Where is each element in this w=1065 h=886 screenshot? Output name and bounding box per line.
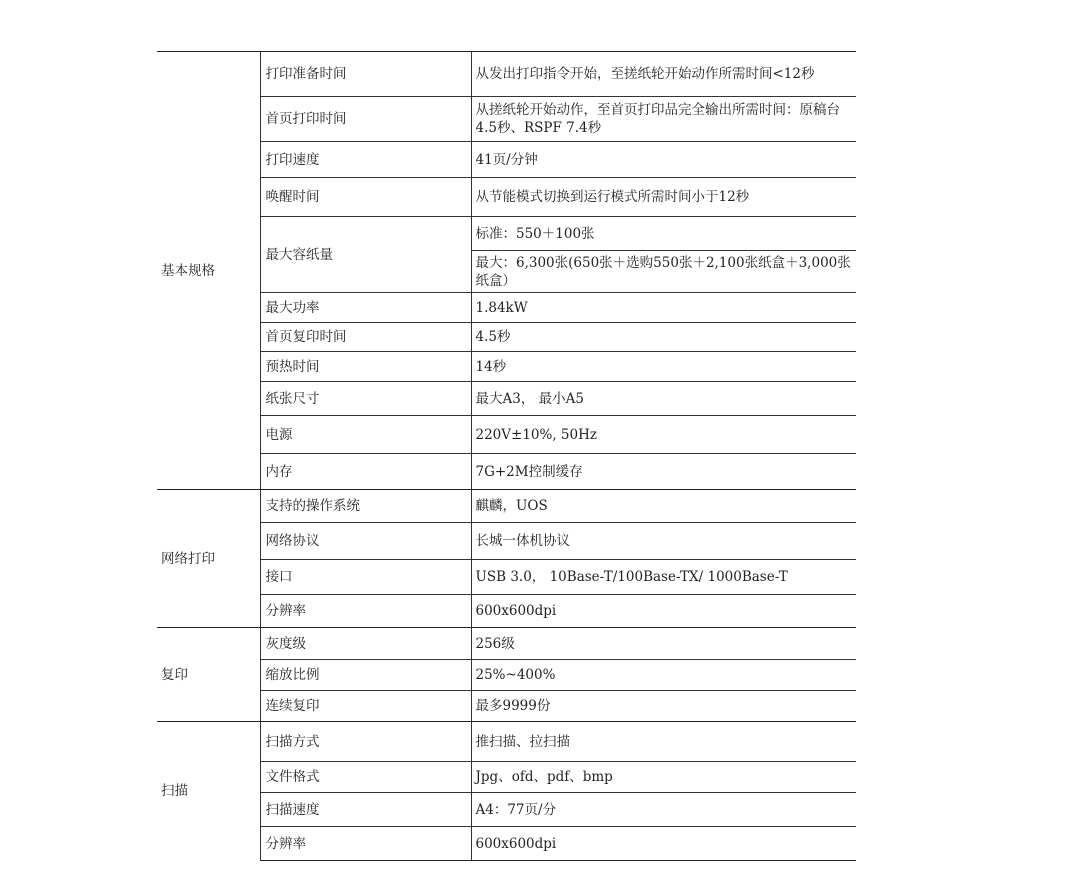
value-cell: 600x600dpi bbox=[471, 595, 856, 628]
item-cell: 分辨率 bbox=[260, 595, 471, 628]
item-cell: 内存 bbox=[260, 454, 471, 490]
category-label: 扫描 bbox=[161, 783, 188, 800]
value-cell: 14秒 bbox=[471, 352, 856, 382]
table-row bbox=[157, 628, 856, 660]
category-label: 复印 bbox=[161, 666, 188, 683]
item-cell: 网络协议 bbox=[260, 523, 471, 560]
item-cell: 连续复印 bbox=[260, 691, 471, 722]
table-row bbox=[157, 490, 856, 523]
value-cell: A4：77页/分 bbox=[471, 793, 856, 827]
table-row bbox=[157, 323, 856, 352]
category-cell bbox=[157, 722, 260, 861]
category-label: 网络打印 bbox=[161, 550, 215, 567]
table-row bbox=[157, 352, 856, 382]
table-row bbox=[157, 97, 856, 142]
item-cell: 首页复印时间 bbox=[260, 323, 471, 352]
table-row bbox=[157, 595, 856, 628]
value-cell: 标准：550＋100张 bbox=[471, 217, 856, 251]
item-cell: 电源 bbox=[260, 416, 471, 454]
item-cell: 最大功率 bbox=[260, 293, 471, 323]
item-cell: 唤醒时间 bbox=[260, 178, 471, 217]
item-cell: 扫描方式 bbox=[260, 722, 471, 762]
value-cell: 从节能模式切换到运行模式所需时间小于12秒 bbox=[471, 178, 856, 217]
table-row bbox=[157, 722, 856, 762]
value-cell: 7G+2M控制缓存 bbox=[471, 454, 856, 490]
item-cell: 灰度级 bbox=[260, 628, 471, 660]
value-cell: 25%~400% bbox=[471, 660, 856, 691]
table-row bbox=[157, 293, 856, 323]
value-cell: 从发出打印指令开始，至搓纸轮开始动作所需时间<12秒 bbox=[471, 52, 856, 97]
value-cell: 256级 bbox=[471, 628, 856, 660]
category-cell bbox=[157, 628, 260, 722]
table-row bbox=[157, 382, 856, 416]
value-cell: 推扫描、拉扫描 bbox=[471, 722, 856, 762]
item-cell: 文件格式 bbox=[260, 762, 471, 793]
value-cell: 4.5秒 bbox=[471, 323, 856, 352]
item-cell: 打印准备时间 bbox=[260, 52, 471, 97]
value-cell: USB 3.0， 10Base-T/100Base-TX/ 1000Base-T bbox=[471, 560, 856, 595]
table-row bbox=[157, 691, 856, 722]
item-cell: 扫描速度 bbox=[260, 793, 471, 827]
spec-table bbox=[157, 51, 856, 861]
table-row bbox=[157, 416, 856, 454]
table-row bbox=[157, 660, 856, 691]
item-cell: 分辨率 bbox=[260, 827, 471, 861]
item-cell: 接口 bbox=[260, 560, 471, 595]
table-row bbox=[157, 454, 856, 490]
category-cell bbox=[157, 490, 260, 628]
item-cell: 缩放比例 bbox=[260, 660, 471, 691]
value-cell: 600x600dpi bbox=[471, 827, 856, 861]
table-row bbox=[157, 217, 856, 251]
value-cell: 最大A3， 最小A5 bbox=[471, 382, 856, 416]
category-cell bbox=[157, 52, 260, 490]
value-cell: 最多9999份 bbox=[471, 691, 856, 722]
value-cell: 最大：6,300张(650张＋选购550张＋2,100张纸盒＋3,000张纸盒） bbox=[471, 251, 856, 293]
category-label: 基本规格 bbox=[161, 262, 215, 279]
table-row bbox=[157, 178, 856, 217]
item-cell: 预热时间 bbox=[260, 352, 471, 382]
value-cell: 长城一体机协议 bbox=[471, 523, 856, 560]
item-cell: 首页打印时间 bbox=[260, 97, 471, 142]
value-cell: 41页/分钟 bbox=[471, 142, 856, 178]
value-cell: 220V±10%, 50Hz bbox=[471, 416, 856, 454]
table-row bbox=[157, 560, 856, 595]
value-cell: 1.84kW bbox=[471, 293, 856, 323]
value-cell: Jpg、ofd、pdf、bmp bbox=[471, 762, 856, 793]
table-row bbox=[157, 793, 856, 827]
value-cell: 从搓纸轮开始动作，至首页打印品完全输出所需时间：原稿台 4.5秒、RSPF 7.4秒 bbox=[471, 97, 856, 142]
item-cell: 支持的操作系统 bbox=[260, 490, 471, 523]
table-row bbox=[157, 762, 856, 793]
item-cell: 最大容纸量 bbox=[260, 217, 471, 293]
item-cell: 打印速度 bbox=[260, 142, 471, 178]
table-row bbox=[157, 523, 856, 560]
item-cell: 纸张尺寸 bbox=[260, 382, 471, 416]
table-row bbox=[157, 142, 856, 178]
table-row bbox=[157, 52, 856, 97]
value-cell: 麒麟，UOS bbox=[471, 490, 856, 523]
table-row bbox=[157, 827, 856, 861]
